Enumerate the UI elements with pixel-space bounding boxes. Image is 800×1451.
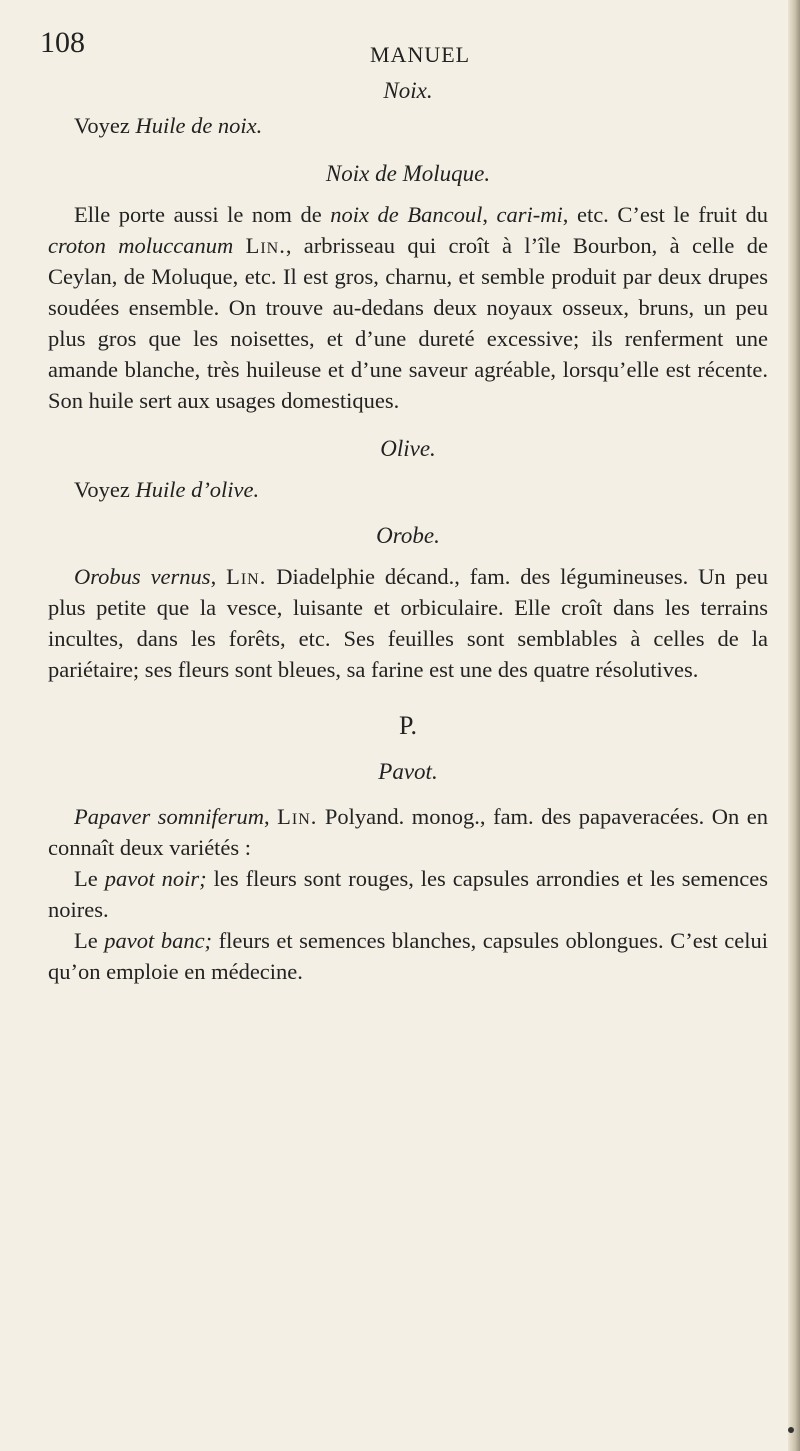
gutter-mark (788, 1427, 794, 1433)
running-head: MANUEL (370, 42, 471, 67)
italic-run: pavot banc; (104, 928, 213, 953)
text-run: , arbrisseau qui croît à l’île Bourbon, à celle de Ceylan, de Moluque, etc. Il est gros, charnu, et semble produit par deux drupes soudées ensemble. On trouve au-dedans deux noyaux osseux, bruns, un peu plus gros que les noisettes, et d’une dureté excessive; ils renferment une amande blanche, très huileuse et d’une saveur agréable, lorsqu’elle est récente. Son huile sert aux usages domestiques. (48, 233, 768, 413)
see-reference-noix (48, 110, 768, 141)
italic-run: noix de Bancoul (330, 202, 483, 227)
entry-title-noix-moluque: Noix de Moluque. (325, 161, 491, 186)
entry-title-noix: Noix. (383, 78, 433, 103)
text-run: Le (74, 866, 105, 891)
text-run: , (210, 564, 227, 589)
italic-run: croton moluccanum (48, 233, 234, 258)
text-run: , (264, 804, 278, 829)
see-prefix: Voyez (74, 113, 130, 138)
see-target: Huile d’olive. (135, 477, 260, 502)
see-prefix: Voyez (74, 477, 130, 502)
see-reference-olive (48, 474, 768, 505)
italic-run: Orobus vernus (74, 564, 211, 589)
text-run: Polyand. monog., fam. des papaveracées. On en connaît deux variétés : (48, 804, 768, 860)
italic-run: cari-mi (496, 202, 563, 227)
author-abbrev: Lin. (245, 233, 286, 258)
section-letter: P. (398, 711, 418, 740)
entry-title-olive: Olive. (380, 436, 436, 461)
paragraph-pavot-blanc (48, 925, 768, 987)
page-edge (788, 0, 800, 1451)
text-run: Elle porte aussi le nom de (74, 202, 331, 227)
page-number: 108 (40, 26, 85, 59)
page-body (48, 78, 768, 987)
text-run (233, 233, 245, 258)
entry-title-pavot: Pavot. (378, 759, 438, 784)
see-target: Huile de noix. (135, 113, 263, 138)
paragraph-pavot (48, 801, 768, 863)
paragraph-pavot-noir (48, 863, 768, 925)
text-run: les fleurs sont rouges, les capsules arrondies et les semences noires. (48, 866, 768, 922)
paragraph-noix-moluque (48, 199, 768, 416)
author-abbrev: Lin. (277, 804, 318, 829)
italic-run: Papaver somniferum (74, 804, 264, 829)
page-header (40, 26, 780, 66)
entry-title-orobe: Orobe. (376, 523, 440, 548)
paragraph-orobe (48, 561, 768, 685)
text-run: Le (74, 928, 105, 953)
text-run: , etc. C’est le fruit du (562, 202, 768, 227)
text-run: , (482, 202, 497, 227)
author-abbrev: Lin. (226, 564, 267, 589)
italic-run: pavot noir; (104, 866, 207, 891)
text-run: Diadelphie décand., fam. des légumineuses. Un peu plus petite que la vesce, luisante et orbiculaire. Elle croît dans les terrains incultes, dans les forêts, etc. Ses feuilles sont semblables à celles de la pariétaire; ses fleurs sont bleues, sa farine est une des quatre résolutives. (48, 564, 768, 682)
text-run: fleurs et semences blanches, capsules oblongues. C’est celui qu’on emploie en médecine. (48, 928, 768, 984)
